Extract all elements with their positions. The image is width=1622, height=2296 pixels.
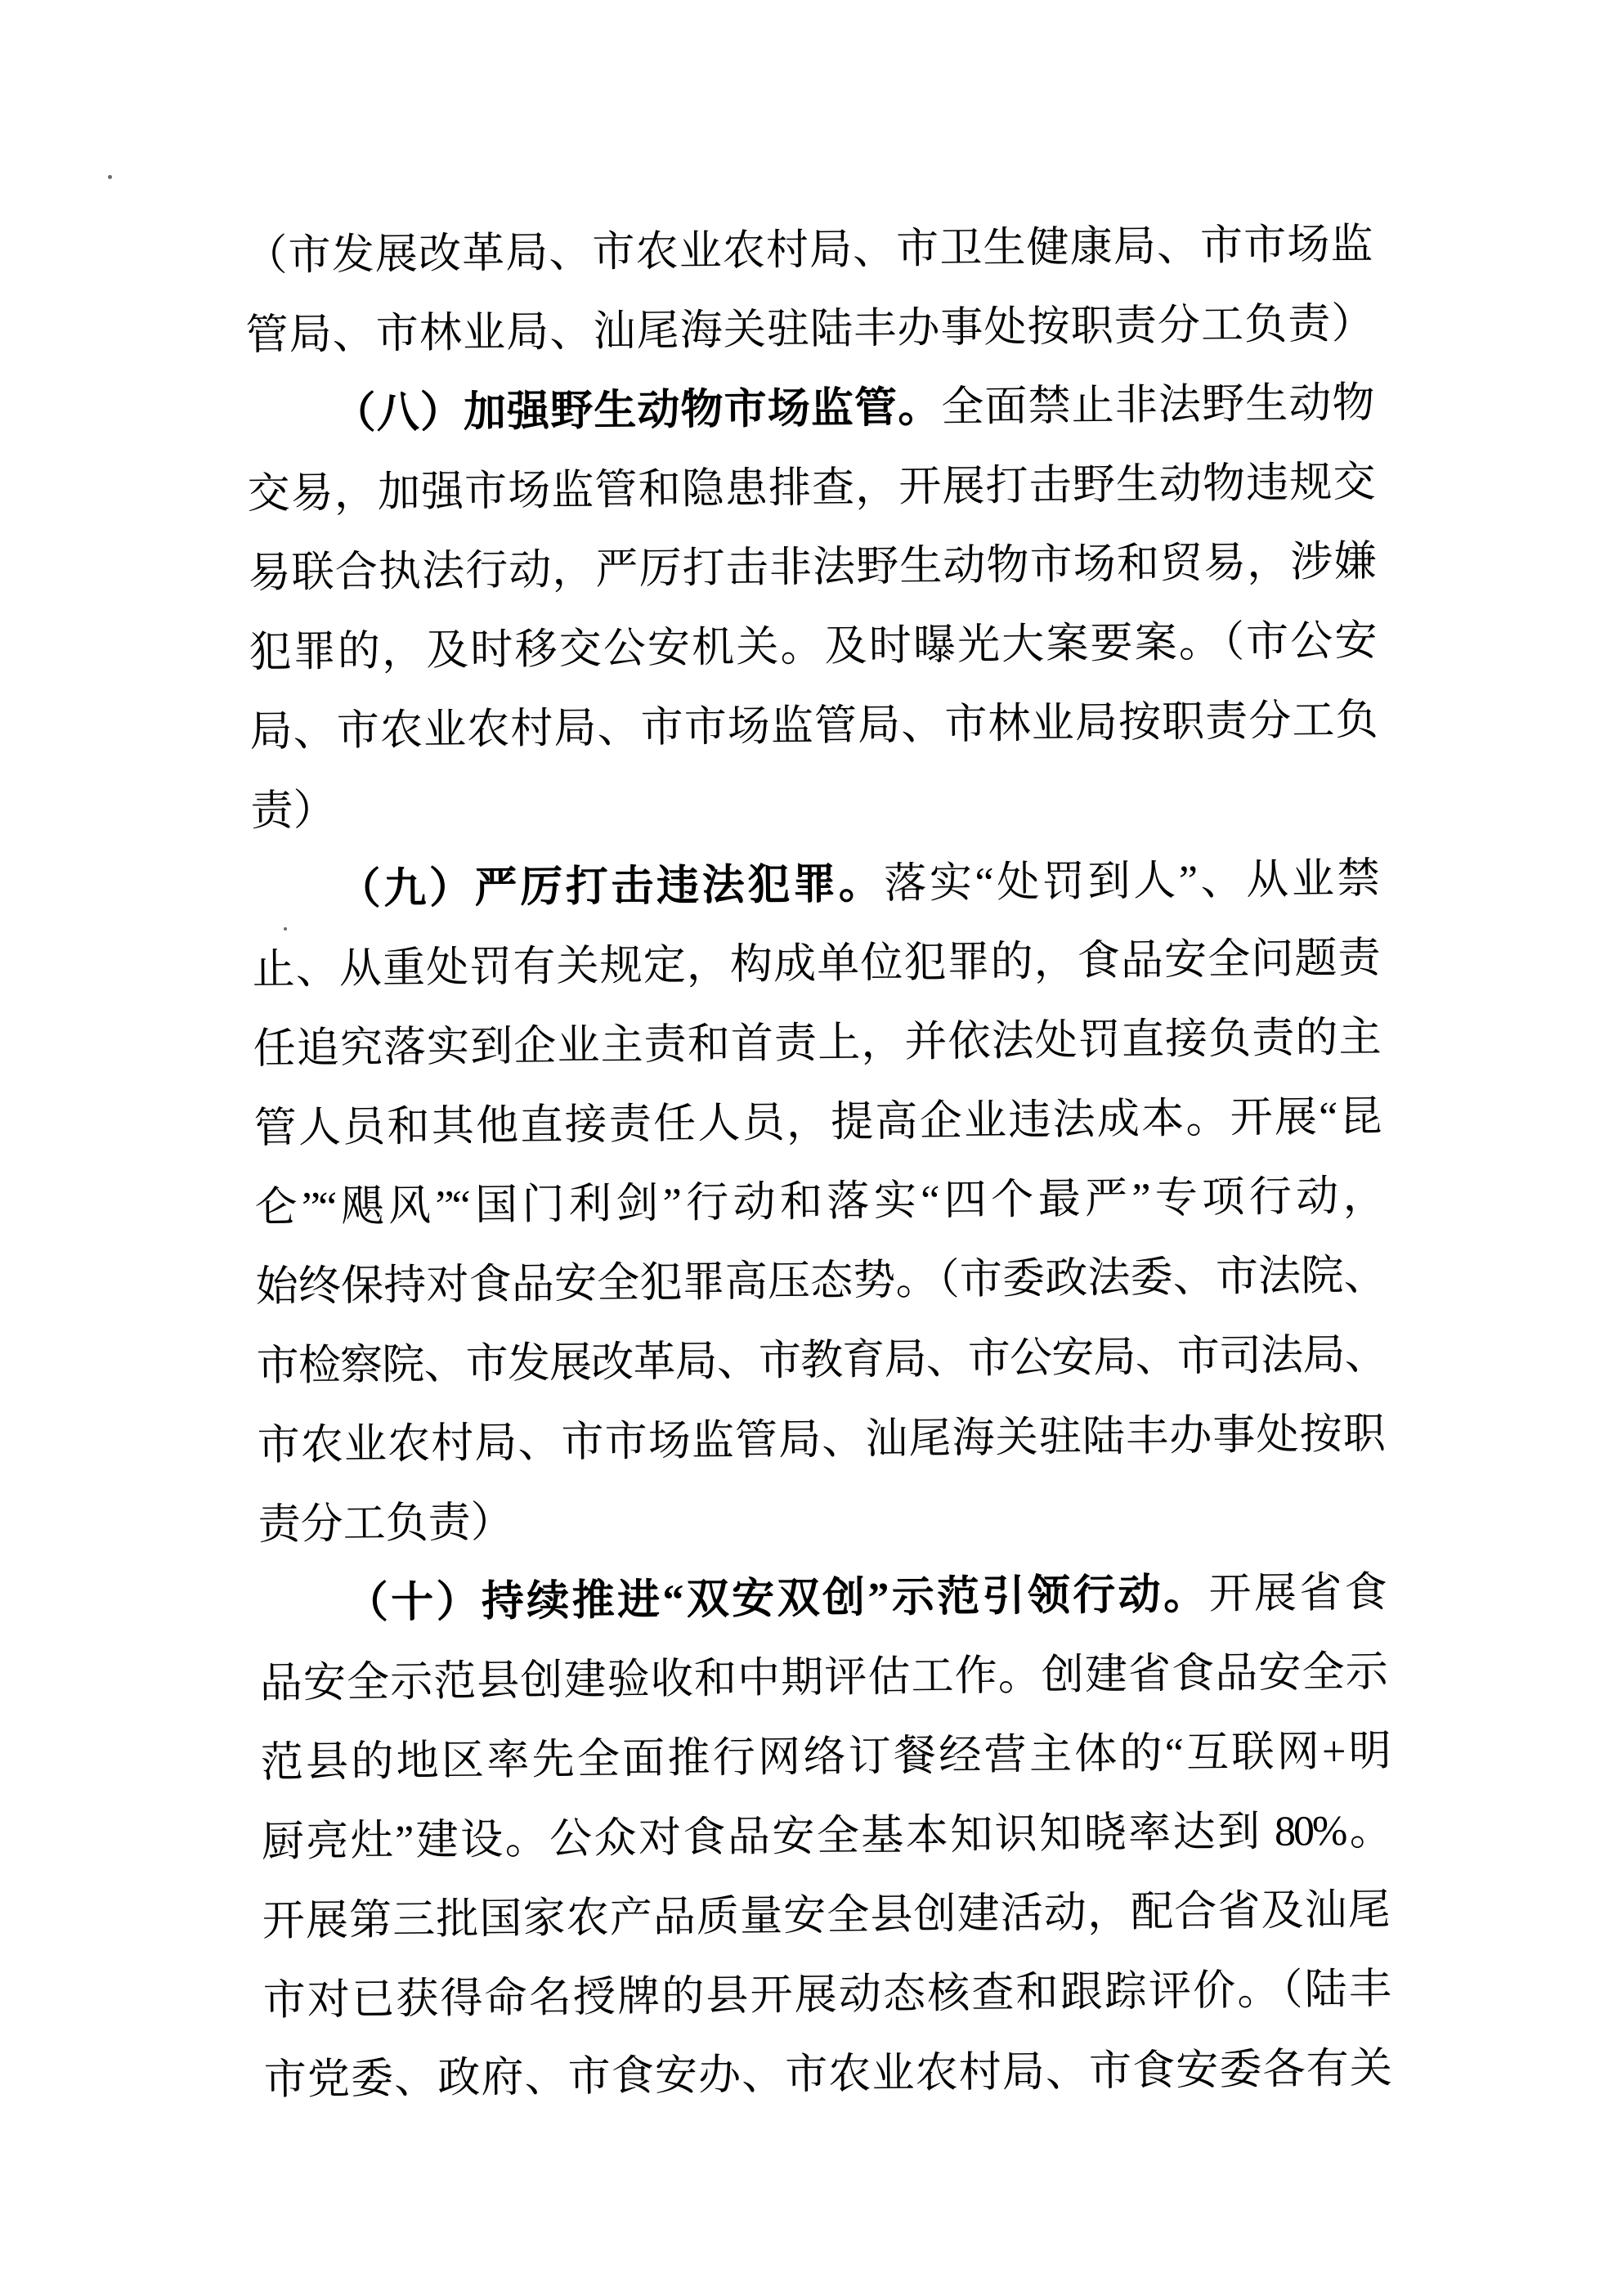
section-heading-run-10: （十）持续推进“双安双创”示范引领行动。 xyxy=(345,1571,1209,1627)
text-line-17 xyxy=(258,1473,1387,1564)
text-line-24 xyxy=(263,2029,1392,2119)
body-text-run: 全面禁止非法野生动物 xyxy=(941,379,1375,432)
text-line-18 xyxy=(258,1553,1387,1644)
body-text-run: 市检察院、市发展改革局、市教育局、市公安局、市司法局、 xyxy=(256,1331,1385,1390)
body-text-run: （市发展改革局、市农业农村局、市卫生健康局、市市场监 xyxy=(244,221,1373,280)
body-text-run: 品安全示范县创建验收和中期评估工作。创建省食品安全示 xyxy=(259,1648,1389,1707)
body-text-run: 仑”“飓风”“国门利剑”行动和落实“四个最严”专项行动， xyxy=(254,1173,1383,1231)
body-text-run: 责） xyxy=(250,787,336,835)
text-line-1 xyxy=(244,205,1373,296)
scan-speck xyxy=(108,175,112,179)
body-text-run: 开展第三批国家农产品质量安全县创建活动，配合省及汕尾 xyxy=(262,1886,1391,1945)
text-line-13 xyxy=(254,1156,1383,1247)
text-line-3 xyxy=(246,364,1375,455)
text-line-22 xyxy=(262,1870,1391,1961)
text-line-20 xyxy=(260,1711,1389,1802)
body-text-run: 市农业农村局、市市场监管局、汕尾海关驻陆丰办事处按职 xyxy=(257,1410,1386,1469)
text-line-9 xyxy=(251,840,1380,931)
text-line-7 xyxy=(249,681,1378,772)
body-text-run: 市对已获得命名授牌的县开展动态核查和跟踪评价。（陆丰 xyxy=(262,1966,1392,2025)
document-text-block xyxy=(244,205,1392,2120)
text-line-10 xyxy=(252,919,1381,1010)
body-text-run: 局、市农业农村局、市市场监管局、市林业局按职责分工负 xyxy=(249,697,1378,756)
body-text-run: 厨亮灶”建设。公众对食品安全基本知识知晓率达到 80%。 xyxy=(261,1807,1391,1866)
body-text-run: 易联合执法行动，严厉打击非法野生动物市场和贸易，涉嫌 xyxy=(248,538,1377,597)
body-text-run: 责分工负责） xyxy=(258,1499,514,1549)
body-text-run: 任追究落实到企业主责和首责上，并依法处罚直接负责的主 xyxy=(253,1014,1382,1073)
text-line-4 xyxy=(247,443,1376,534)
body-text-run: 管人员和其他直接责任人员，提高企业违法成本。开展“昆 xyxy=(253,1093,1382,1152)
text-line-12 xyxy=(253,1077,1382,1168)
text-line-11 xyxy=(253,998,1382,1088)
body-text-run: 开展省食 xyxy=(1208,1569,1387,1618)
body-text-run: 市党委、政府、市食安办、市农业农村局、市食安委各有关 xyxy=(263,2045,1393,2104)
text-line-23 xyxy=(262,1949,1391,2040)
section-heading-run-8: （八）加强野生动物市场监管。 xyxy=(333,384,942,437)
text-line-21 xyxy=(261,1791,1390,1881)
body-text-run: 始终保持对食品安全犯罪高压态势。（市委政法委、市法院、 xyxy=(255,1252,1384,1311)
body-text-run: 范县的地区率先全面推行网络订餐经营主体的“互联网+明 xyxy=(260,1728,1390,1787)
text-line-16 xyxy=(257,1394,1386,1485)
text-line-15 xyxy=(256,1315,1385,1406)
text-line-6 xyxy=(249,602,1378,693)
body-text-run: 交易，加强市场监管和隐患排查，开展打击野生动物违规交 xyxy=(247,459,1376,518)
text-line-19 xyxy=(259,1632,1388,1723)
text-line-8 xyxy=(250,760,1379,851)
body-text-run: 止、从重处罚有关规定，构成单位犯罪的，食品安全问题责 xyxy=(252,935,1381,993)
text-line-14 xyxy=(255,1235,1384,1326)
text-line-5 xyxy=(248,522,1377,613)
body-text-run: 管局、市林业局、汕尾海关驻陆丰办事处按职责分工负责） xyxy=(245,300,1374,359)
text-line-2 xyxy=(245,285,1374,375)
section-heading-run-9: （九）严厉打击违法犯罪。 xyxy=(338,860,885,913)
body-text-run: 犯罪的，及时移交公安机关。及时曝光大案要案。（市公安 xyxy=(249,617,1378,676)
body-text-run: 落实“处罚到人”、从业禁 xyxy=(884,855,1380,908)
